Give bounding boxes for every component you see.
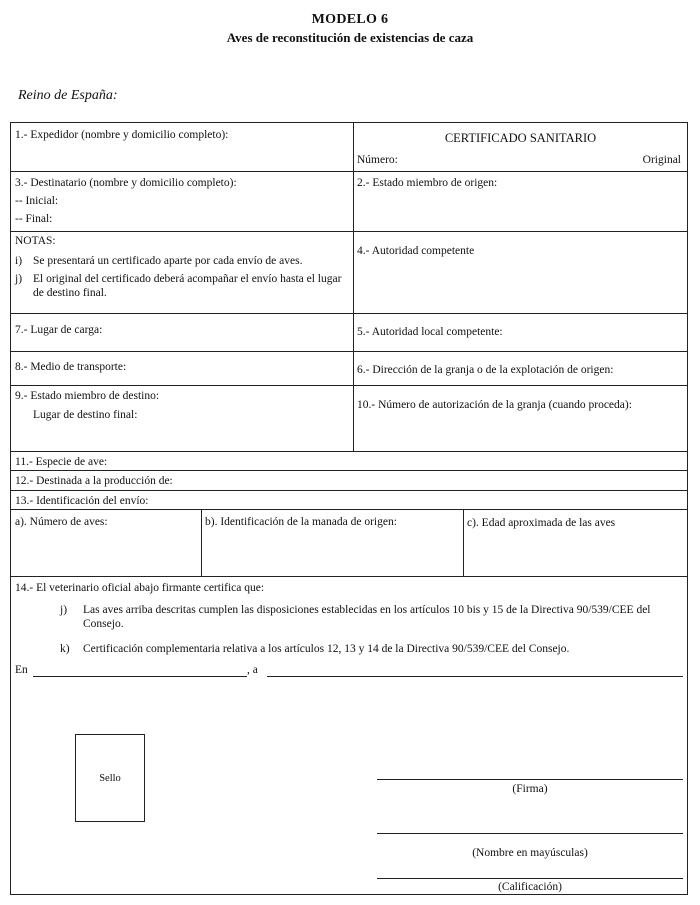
country-heading: Reino de España: xyxy=(18,88,118,103)
form-title: MODELO 6 xyxy=(311,12,389,27)
destination-state-label: 9.- Estado miembro de destino: xyxy=(15,390,160,402)
identification-label: 13.- Identificación del envío: xyxy=(15,495,149,507)
place-prefix: En xyxy=(15,664,28,676)
seal-box xyxy=(75,734,145,822)
consignor-label: 1.- Expedidor (nombre y domicilio completo): xyxy=(15,129,229,141)
statement-j-marker: j) xyxy=(60,604,68,616)
date-line[interactable] xyxy=(267,676,683,677)
number-label: Número: xyxy=(357,154,398,166)
certificate-title: CERTIFICADO SANITARIO xyxy=(444,131,597,145)
note-j-text: El original del certificado deberá acompañar el envío hasta el lugar de destino final. xyxy=(33,273,342,299)
statement-k-text: Certificación complementaria relativa a los artículos 12, 13 y 14 de la Directiva 90/539/CEE del Consejo. xyxy=(83,643,570,655)
row-divider xyxy=(11,231,353,232)
origin-state-label: 2.- Estado miembro de origen: xyxy=(357,177,498,189)
note-j-marker: j) xyxy=(15,273,23,285)
statement-j-text: Las aves arriba descritas cumplen las disposiciones establecidas en los artículos 10 bis y 15 de la Directiva 90/539/CEE del Consejo. xyxy=(83,604,651,630)
row-divider xyxy=(11,509,687,510)
row-divider xyxy=(353,231,687,232)
row-divider xyxy=(11,351,687,352)
seal-label: Sello xyxy=(99,773,121,784)
name-caps-label: (Nombre en mayúsculas) xyxy=(472,847,588,859)
production-label: 12.- Destinada a la producción de: xyxy=(15,475,173,487)
row-divider xyxy=(11,470,687,471)
row-divider xyxy=(11,490,687,491)
competent-authority-label: 4.- Autoridad competente xyxy=(357,245,475,257)
farm-address-label: 6.- Dirección de la granja o de la explotación de origen: xyxy=(357,364,614,376)
row-divider xyxy=(11,313,687,314)
final-destination-label: Lugar de destino final: xyxy=(33,409,138,421)
certificate-form xyxy=(10,122,688,895)
column-divider xyxy=(463,509,464,576)
row-divider xyxy=(11,451,687,452)
farm-authorization-label: 10.- Número de autorización de la granja (cuando proceda): xyxy=(357,399,632,411)
row-divider xyxy=(11,385,687,386)
name-line[interactable] xyxy=(377,833,683,834)
note-i-marker: i) xyxy=(15,255,23,267)
final-consignee-label: -- Final: xyxy=(15,213,53,225)
date-prefix: , a xyxy=(247,664,258,676)
flock-id-label: b). Identificación de la manada de origen: xyxy=(205,516,397,528)
form-subtitle: Aves de reconstitución de existencias de caza xyxy=(226,30,474,45)
vet-statement-label: 14.- El veterinario oficial abajo firmante certifica que: xyxy=(15,582,265,594)
signature-label: (Firma) xyxy=(512,783,548,795)
notes-title: NOTAS: xyxy=(15,235,56,247)
bird-age-label: c). Edad aproximada de las aves xyxy=(467,517,616,529)
species-label: 11.- Especie de ave: xyxy=(15,456,108,468)
initial-consignee-label: -- Inicial: xyxy=(15,195,59,207)
transport-label: 8.- Medio de transporte: xyxy=(15,361,127,373)
qualification-line[interactable] xyxy=(377,878,683,879)
signature-line[interactable] xyxy=(377,779,683,780)
qualification-label: (Calificación) xyxy=(498,881,562,893)
column-divider xyxy=(201,509,202,576)
original-label: Original xyxy=(642,154,681,166)
local-authority-label: 5.- Autoridad local competente: xyxy=(357,326,503,338)
place-line[interactable] xyxy=(33,676,247,677)
loading-place-label: 7.- Lugar de carga: xyxy=(15,324,103,336)
column-divider xyxy=(353,123,354,451)
statement-k-marker: k) xyxy=(60,643,70,655)
bird-count-label: a). Número de aves: xyxy=(15,516,108,528)
row-divider xyxy=(11,171,687,172)
note-i-text: Se presentará un certificado aparte por cada envío de aves. xyxy=(33,255,303,267)
consignee-label: 3.- Destinatario (nombre y domicilio completo): xyxy=(15,177,237,189)
row-divider xyxy=(11,576,687,577)
